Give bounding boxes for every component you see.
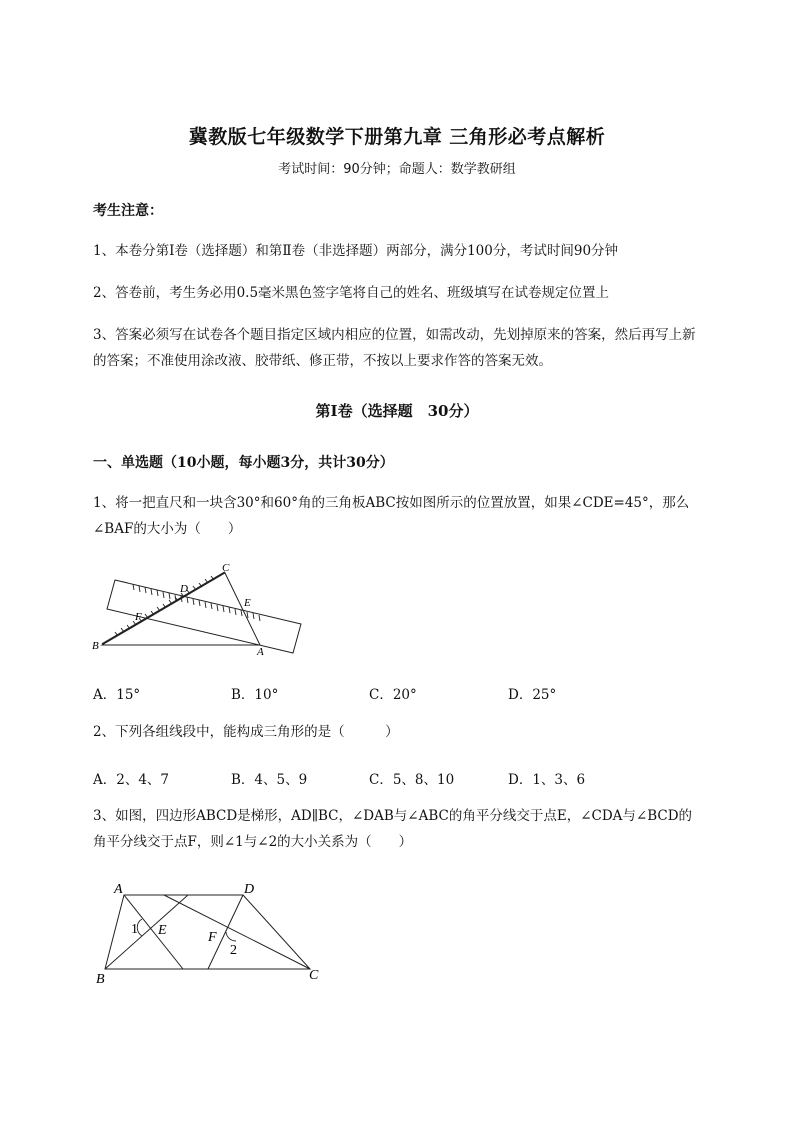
label-e: E [158, 923, 167, 938]
page-title: 冀教版七年级数学下册第九章 三角形必考点解析 [188, 126, 606, 148]
q1-option-d[interactable]: D．25° [508, 687, 557, 703]
q1-option-c[interactable]: C．20° [369, 687, 417, 703]
label-angle-2: 2 [230, 943, 237, 958]
q2-option-b[interactable]: B．4、5、9 [231, 772, 308, 788]
label-b: B [92, 640, 99, 652]
label-c: C [222, 562, 230, 574]
q2-option-c[interactable]: C．5、8、10 [369, 772, 455, 788]
question-1-figure [88, 558, 318, 658]
label-b: B [96, 972, 105, 987]
question-3-figure [90, 878, 330, 990]
label-d: D [244, 882, 255, 897]
bisector-c [164, 895, 310, 969]
notice-item-2: 2、答卷前，考生务必用0.5毫米黑色签字笔将自己的姓名、班级填写在试卷规定位置上 [93, 285, 610, 301]
label-a: A [114, 882, 123, 897]
label-c: C [309, 968, 319, 983]
label-f: F [208, 930, 217, 945]
notice-item-3: 3、答案必须写在试卷各个题目指定区域内相应的位置，如需改动，先划掉原来的答案，然后再写上新 [93, 327, 696, 343]
question-1-text-cont: ∠BAF的大小为（ ） [93, 521, 242, 537]
bisector-b [105, 895, 188, 969]
notice-heading: 考生注意： [93, 203, 163, 219]
question-3-text-cont: 角平分线交于点F，则∠1与∠2的大小关系为（ ） [93, 834, 413, 850]
section-title: 第Ⅰ卷（选择题 30分） [315, 402, 479, 420]
question-1-text: 1、将一把直尺和一块含30°和60°角的三角板ABC按如图所示的位置放置，如果∠CDE=45°，那么 [93, 495, 690, 511]
label-f: F [135, 611, 142, 623]
label-e: E [244, 597, 251, 609]
q2-option-a[interactable]: A．2、4、7 [93, 772, 170, 788]
notice-item-3-cont: 的答案；不准使用涂改液、胶带纸、修正带，不按以上要求作答的答案无效。 [93, 353, 552, 369]
label-a: A [257, 646, 264, 658]
label-d: D [180, 583, 188, 595]
part-heading: 一、单选题（10小题，每小题3分，共计30分） [93, 455, 394, 471]
question-2-text: 2、下列各组线段中，能构成三角形的是（ ） [93, 724, 399, 740]
angle-2-arc [226, 932, 236, 941]
q1-option-a[interactable]: A．15° [93, 687, 141, 703]
label-angle-1: 1 [131, 922, 138, 937]
notice-item-1: 1、本卷分第Ⅰ卷（选择题）和第Ⅱ卷（非选择题）两部分，满分100分，考试时间90分钟 [93, 243, 619, 259]
exam-subtitle: 考试时间：90分钟；命题人：数学教研组 [278, 162, 516, 177]
q1-option-b[interactable]: B．10° [231, 687, 279, 703]
q2-option-d[interactable]: D．1、3、6 [508, 772, 586, 788]
question-3-text: 3、如图，四边形ABCD是梯形，AD∥BC，∠DAB与∠ABC的角平分线交于点E，∠CDA与∠BCD的 [93, 808, 693, 824]
